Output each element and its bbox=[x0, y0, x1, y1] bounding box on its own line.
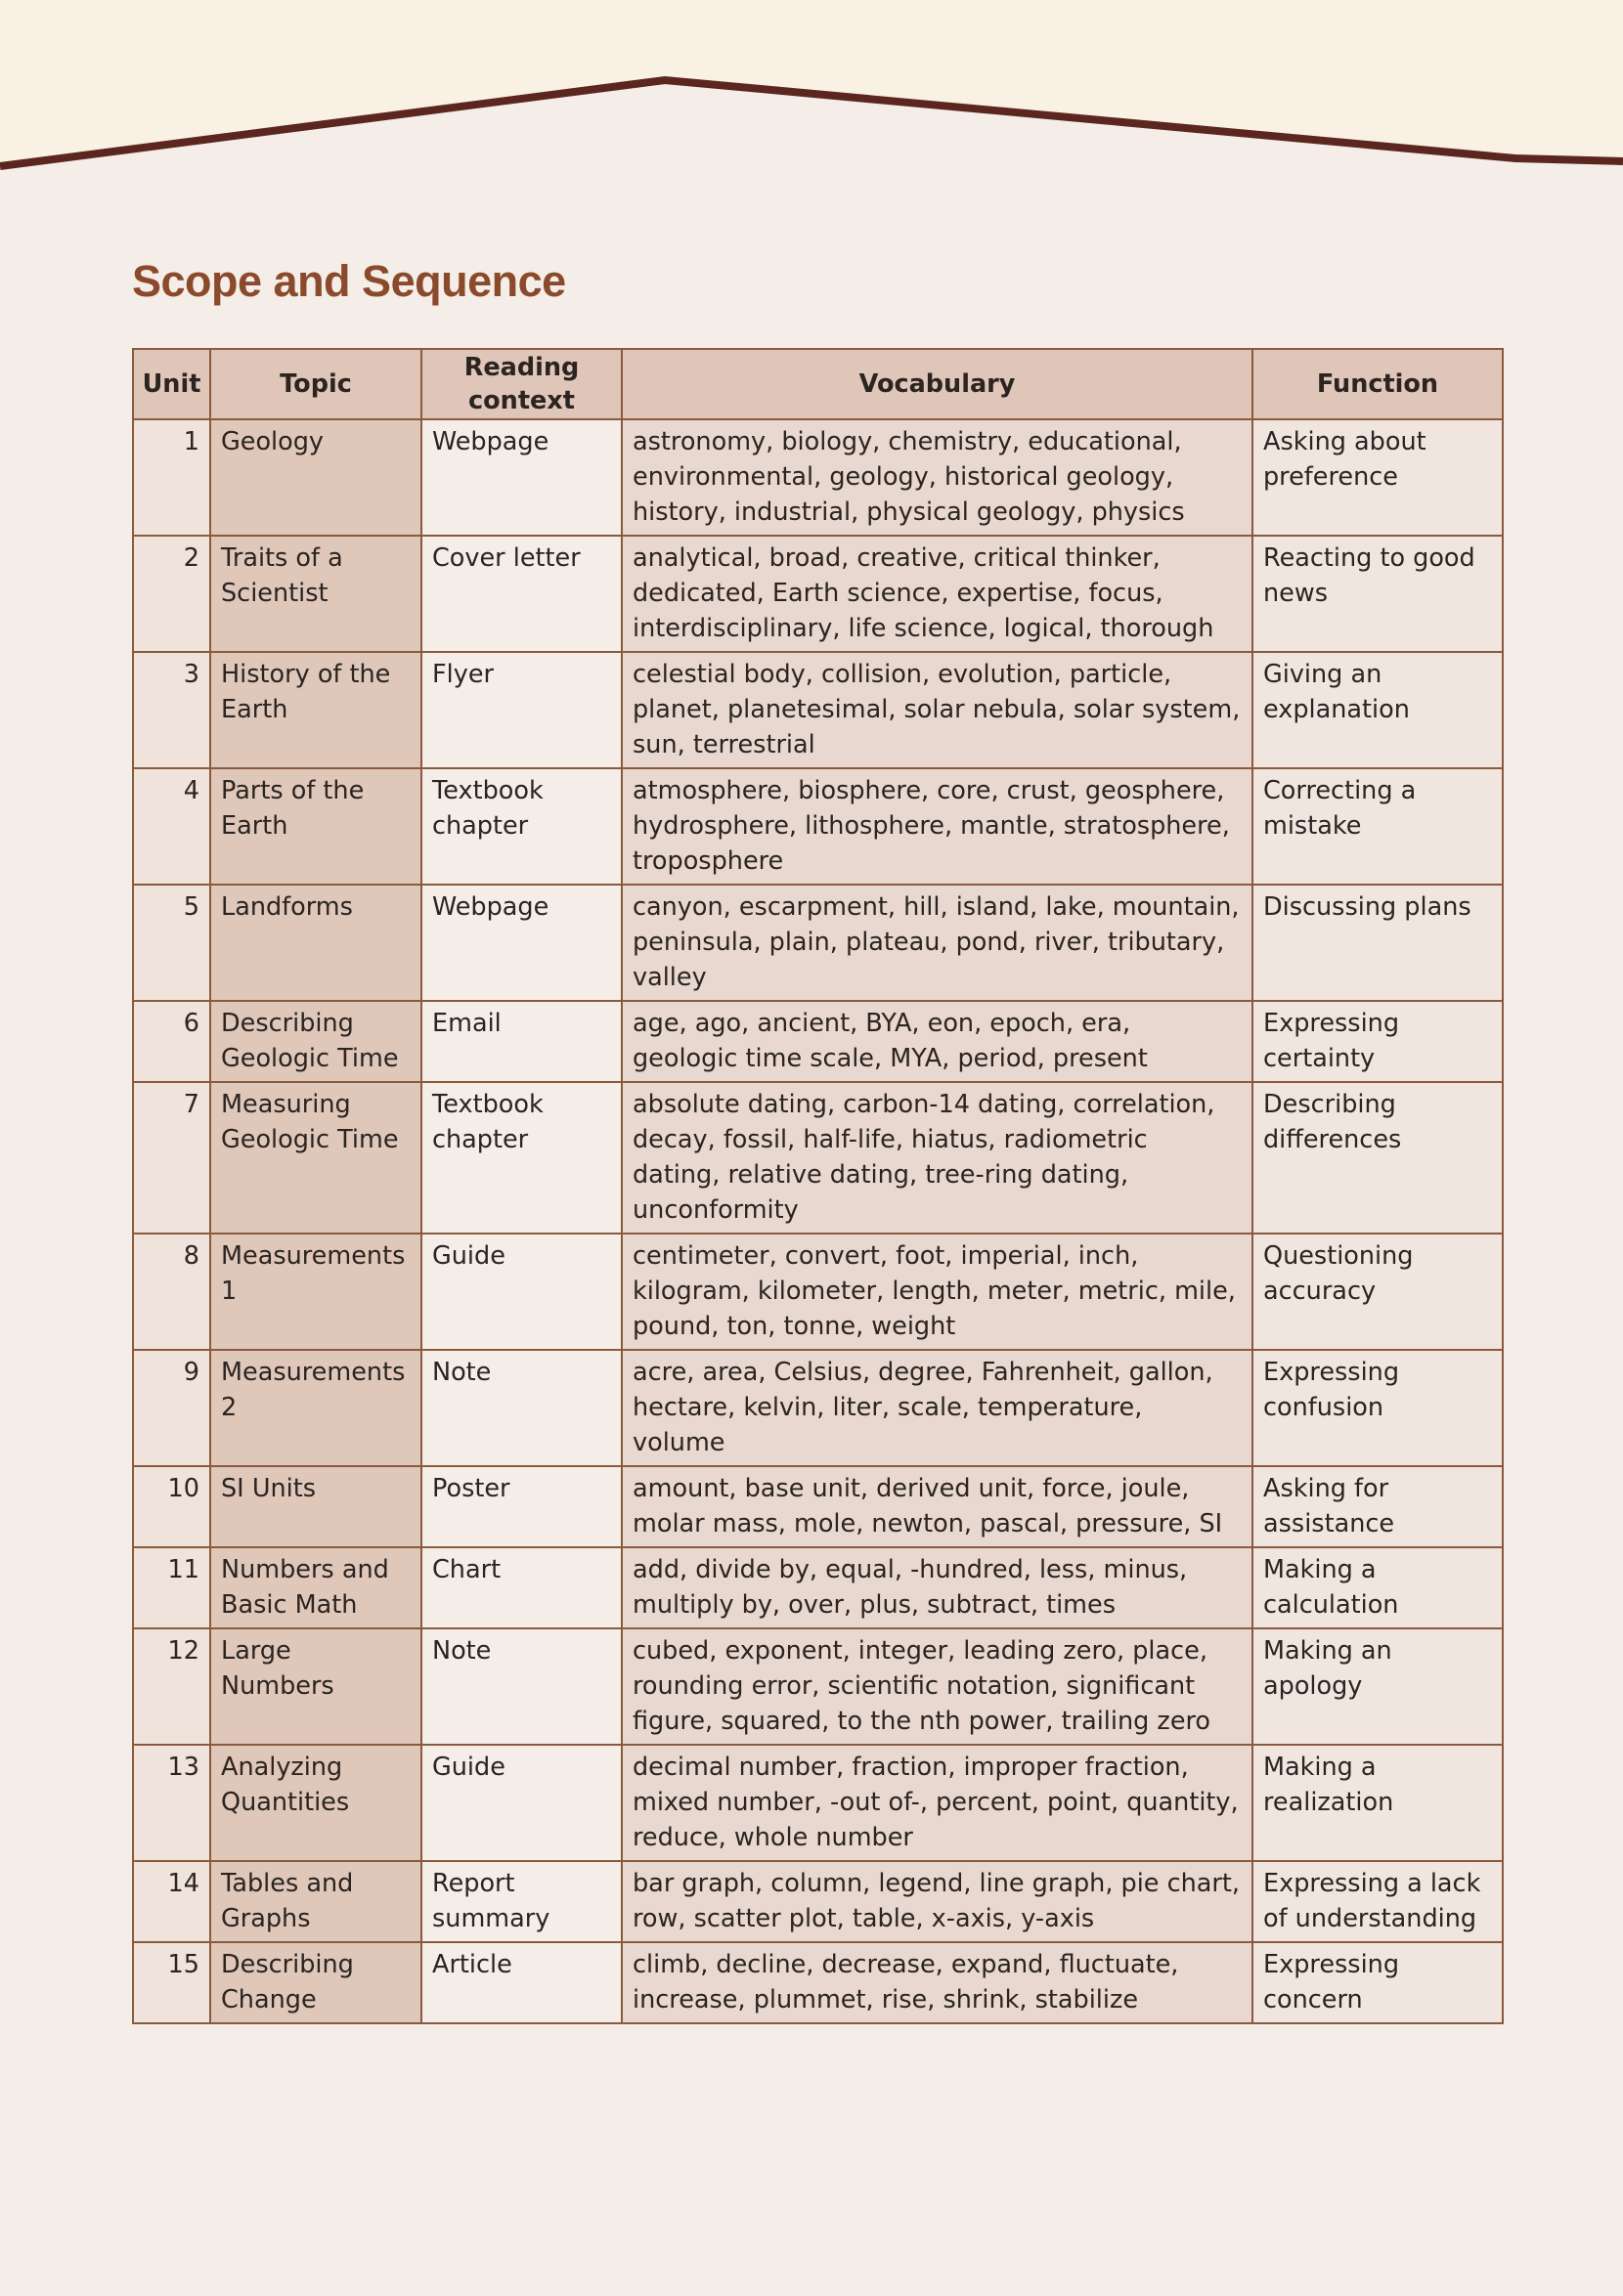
row-vocabulary: age, ago, ancient, BYA, eon, epoch, era, geologic time scale, MYA, period, present bbox=[622, 1001, 1252, 1082]
row-topic: Describing Change bbox=[210, 1942, 421, 2023]
row-vocabulary: astronomy, biology, chemistry, educational, environmental, geology, historical geology, history, industrial, physical geology, physics bbox=[622, 419, 1252, 536]
row-unit: 12 bbox=[133, 1628, 210, 1745]
row-function: Making an apology bbox=[1252, 1628, 1503, 1745]
row-topic: Landforms bbox=[210, 885, 421, 1001]
row-topic: Parts of the Earth bbox=[210, 768, 421, 885]
row-unit: 10 bbox=[133, 1466, 210, 1547]
table-row bbox=[133, 1234, 1503, 1350]
row-function: Expressing concern bbox=[1252, 1942, 1503, 2023]
row-function: Asking about preference bbox=[1252, 419, 1503, 536]
table-row bbox=[133, 419, 1503, 536]
row-topic: Analyzing Quantities bbox=[210, 1745, 421, 1861]
table-row bbox=[133, 1942, 1503, 2023]
scope-and-sequence-table bbox=[132, 348, 1504, 2024]
row-reading-context: Article bbox=[421, 1942, 622, 2023]
row-reading-context: Poster bbox=[421, 1466, 622, 1547]
row-unit: 7 bbox=[133, 1082, 210, 1234]
header-unit: Unit bbox=[133, 349, 210, 419]
row-function: Describing differences bbox=[1252, 1082, 1503, 1234]
row-function: Reacting to good news bbox=[1252, 536, 1503, 652]
row-unit: 4 bbox=[133, 768, 210, 885]
row-function: Making a calculation bbox=[1252, 1547, 1503, 1628]
row-reading-context: Report summary bbox=[421, 1861, 622, 1942]
top-band-fill bbox=[0, 0, 1623, 166]
header-reading-context: Reading context bbox=[421, 349, 622, 419]
row-vocabulary: absolute dating, carbon-14 dating, correlation, decay, fossil, half-life, hiatus, radiometric dating, relative dating, tree-ring dating, unconformity bbox=[622, 1082, 1252, 1234]
row-reading-context: Chart bbox=[421, 1547, 622, 1628]
row-reading-context: Guide bbox=[421, 1745, 622, 1861]
row-topic: Tables and Graphs bbox=[210, 1861, 421, 1942]
row-function: Expressing a lack of understanding bbox=[1252, 1861, 1503, 1942]
table-row bbox=[133, 536, 1503, 652]
row-function: Giving an explanation bbox=[1252, 652, 1503, 768]
row-reading-context: Webpage bbox=[421, 885, 622, 1001]
row-reading-context: Note bbox=[421, 1628, 622, 1745]
row-unit: 9 bbox=[133, 1350, 210, 1466]
row-unit: 3 bbox=[133, 652, 210, 768]
row-function: Discussing plans bbox=[1252, 885, 1503, 1001]
header-vocabulary: Vocabulary bbox=[622, 349, 1252, 419]
row-unit: 6 bbox=[133, 1001, 210, 1082]
row-vocabulary: add, divide by, equal, -hundred, less, minus, multiply by, over, plus, subtract, times bbox=[622, 1547, 1252, 1628]
row-vocabulary: climb, decline, decrease, expand, fluctuate, increase, plummet, rise, shrink, stabilize bbox=[622, 1942, 1252, 2023]
row-topic: Large Numbers bbox=[210, 1628, 421, 1745]
row-topic: History of the Earth bbox=[210, 652, 421, 768]
row-vocabulary: canyon, escarpment, hill, island, lake, mountain, peninsula, plain, plateau, pond, river, tributary, valley bbox=[622, 885, 1252, 1001]
row-function: Expressing certainty bbox=[1252, 1001, 1503, 1082]
header-function: Function bbox=[1252, 349, 1503, 419]
row-function: Making a realization bbox=[1252, 1745, 1503, 1861]
roof-header-graphic bbox=[0, 0, 1623, 176]
table-row bbox=[133, 885, 1503, 1001]
row-reading-context: Textbook chapter bbox=[421, 1082, 622, 1234]
row-unit: 13 bbox=[133, 1745, 210, 1861]
header-topic: Topic bbox=[210, 349, 421, 419]
row-function: Correcting a mistake bbox=[1252, 768, 1503, 885]
row-unit: 8 bbox=[133, 1234, 210, 1350]
row-reading-context: Webpage bbox=[421, 419, 622, 536]
row-unit: 1 bbox=[133, 419, 210, 536]
table-body bbox=[133, 419, 1503, 2023]
row-vocabulary: celestial body, collision, evolution, particle, planet, planetesimal, solar nebula, solar system, sun, terrestrial bbox=[622, 652, 1252, 768]
row-function: Expressing confusion bbox=[1252, 1350, 1503, 1466]
row-topic: Measurements 2 bbox=[210, 1350, 421, 1466]
table-row bbox=[133, 1001, 1503, 1082]
row-topic: Describing Geologic Time bbox=[210, 1001, 421, 1082]
page-title: Scope and Sequence bbox=[132, 256, 566, 306]
row-topic: SI Units bbox=[210, 1466, 421, 1547]
table-row bbox=[133, 1861, 1503, 1942]
row-function: Asking for assistance bbox=[1252, 1466, 1503, 1547]
row-reading-context: Email bbox=[421, 1001, 622, 1082]
table-row bbox=[133, 1466, 1503, 1547]
row-vocabulary: bar graph, column, legend, line graph, pie chart, row, scatter plot, table, x-axis, y-axis bbox=[622, 1861, 1252, 1942]
row-vocabulary: decimal number, fraction, improper fraction, mixed number, -out of-, percent, point, quantity, reduce, whole number bbox=[622, 1745, 1252, 1861]
row-topic: Measuring Geologic Time bbox=[210, 1082, 421, 1234]
row-vocabulary: cubed, exponent, integer, leading zero, place, rounding error, scientific notation, significant figure, squared, to the nth power, trailing zero bbox=[622, 1628, 1252, 1745]
row-unit: 5 bbox=[133, 885, 210, 1001]
table-row bbox=[133, 1547, 1503, 1628]
row-topic: Traits of a Scientist bbox=[210, 536, 421, 652]
row-unit: 14 bbox=[133, 1861, 210, 1942]
row-topic: Measurements 1 bbox=[210, 1234, 421, 1350]
row-reading-context: Textbook chapter bbox=[421, 768, 622, 885]
row-vocabulary: atmosphere, biosphere, core, crust, geosphere, hydrosphere, lithosphere, mantle, stratosphere, troposphere bbox=[622, 768, 1252, 885]
row-function: Questioning accuracy bbox=[1252, 1234, 1503, 1350]
table-row bbox=[133, 1628, 1503, 1745]
row-unit: 15 bbox=[133, 1942, 210, 2023]
row-reading-context: Note bbox=[421, 1350, 622, 1466]
table-row bbox=[133, 1350, 1503, 1466]
row-unit: 2 bbox=[133, 536, 210, 652]
row-vocabulary: amount, base unit, derived unit, force, joule, molar mass, mole, newton, pascal, pressure, SI bbox=[622, 1466, 1252, 1547]
row-topic: Geology bbox=[210, 419, 421, 536]
table-header-row bbox=[133, 349, 1503, 419]
row-reading-context: Flyer bbox=[421, 652, 622, 768]
table-row bbox=[133, 1745, 1503, 1861]
row-unit: 11 bbox=[133, 1547, 210, 1628]
table-row bbox=[133, 652, 1503, 768]
row-vocabulary: acre, area, Celsius, degree, Fahrenheit, gallon, hectare, kelvin, liter, scale, temperature, volume bbox=[622, 1350, 1252, 1466]
row-vocabulary: centimeter, convert, foot, imperial, inch, kilogram, kilometer, length, meter, metric, mile, pound, ton, tonne, weight bbox=[622, 1234, 1252, 1350]
row-reading-context: Cover letter bbox=[421, 536, 622, 652]
row-topic: Numbers and Basic Math bbox=[210, 1547, 421, 1628]
table-row bbox=[133, 768, 1503, 885]
table-row bbox=[133, 1082, 1503, 1234]
row-vocabulary: analytical, broad, creative, critical thinker, dedicated, Earth science, expertise, focus, interdisciplinary, life science, logical, thorough bbox=[622, 536, 1252, 652]
row-reading-context: Guide bbox=[421, 1234, 622, 1350]
